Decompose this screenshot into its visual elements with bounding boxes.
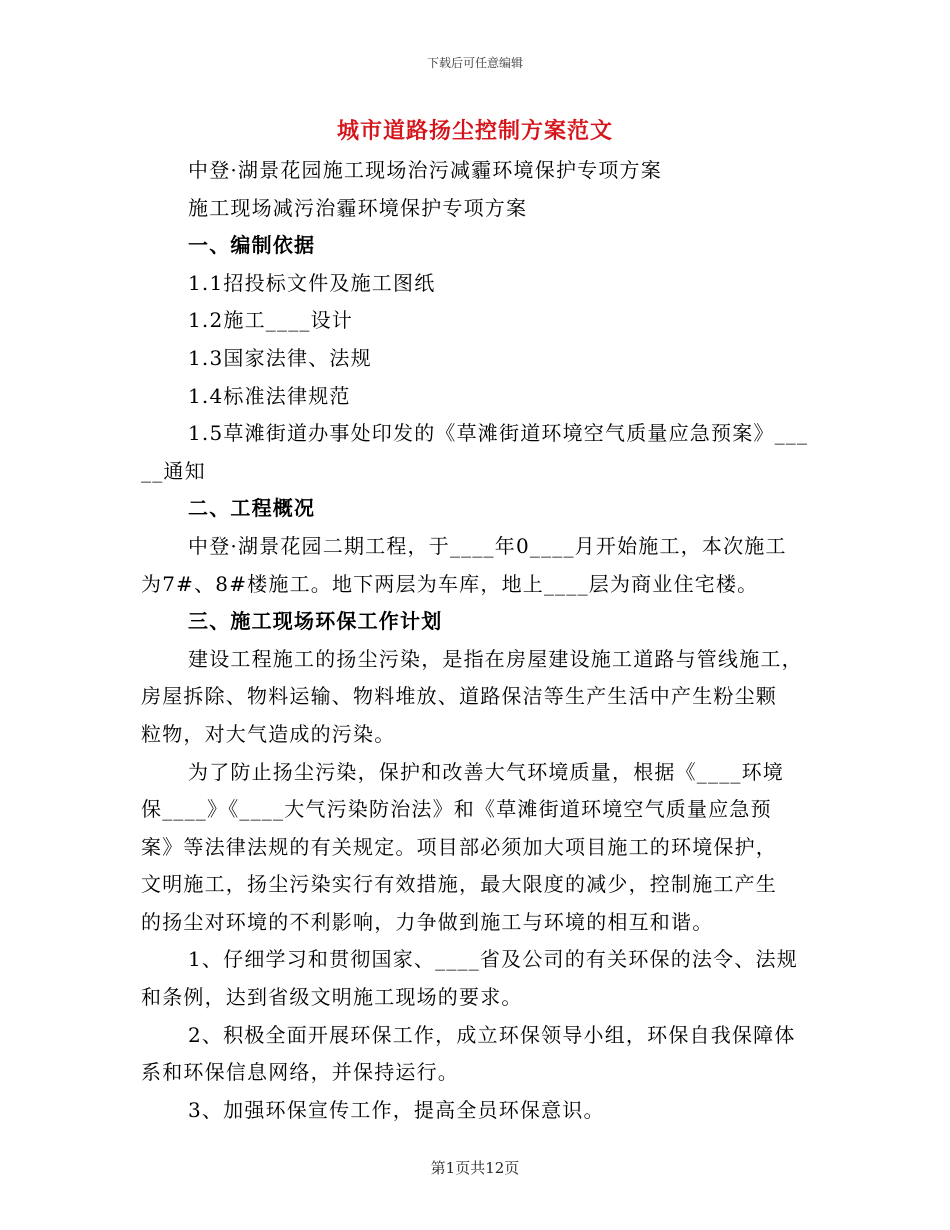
text-line: 中登·湖景花园施工现场治污减霾环境保护专项方案	[188, 158, 662, 182]
text-line: 1.1招投标文件及施工图纸	[188, 270, 436, 295]
text-line: 和条例，达到省级文明施工现场的要求。	[141, 985, 523, 1010]
text-line: 中登·湖景花园二期工程，于____年0____月开始施工，本次施工	[188, 533, 787, 558]
text-line: 系和环保信息网络，并保持运行。	[141, 1060, 459, 1085]
text-line: 施工现场减污治霾环境保护专项方案	[188, 195, 528, 220]
text-line: 为7#、8#楼施工。地下两层为车库，地上____层为商业住宅楼。	[141, 571, 759, 596]
text-line: 1.3国家法律、法规	[188, 345, 372, 370]
section-heading: 三、施工现场环保工作计划	[188, 609, 443, 634]
text-line: __通知	[141, 458, 206, 483]
text-line: 房屋拆除、物料运输、物料堆放、道路保洁等生产生活中产生粉尘颗	[141, 684, 777, 709]
page-footer: 第1页共12页	[430, 1159, 520, 1177]
text-line: 1.2施工____设计	[188, 308, 354, 333]
text-line: 案》等法律法规的有关规定。项目部必须加大项目施工的环境保护，	[141, 834, 777, 859]
text-line: 粒物，对大气造成的污染。	[141, 721, 396, 746]
text-line: 建设工程施工的扬尘污染，是指在房屋建设施工道路与管线施工，	[188, 646, 803, 671]
header-note: 下载后可任意编辑	[426, 56, 523, 70]
text-line: 1、仔细学习和贯彻国家、____省及公司的有关环保的法令、法规	[188, 947, 798, 972]
text-line: 保____》《____大气污染防治法》和《草滩街道环境空气质量应急预	[141, 797, 772, 822]
document-body	[141, 152, 821, 1129]
text-line: 文明施工，扬尘污染实行有效措施，最大限度的减少，控制施工产生	[141, 872, 777, 897]
text-line: 3、加强环保宣传工作，提高全员环保意识。	[188, 1097, 605, 1122]
text-line: 为了防止扬尘污染，保护和改善大气环境质量，根据《____环境	[188, 759, 784, 784]
text-line: 的扬尘对环境的不利影响，力争做到施工与环境的相互和谐。	[141, 909, 714, 934]
section-heading: 一、编制依据	[188, 233, 316, 258]
document-title: 城市道路扬尘控制方案范文	[336, 118, 613, 144]
text-line: 1.5草滩街道办事处印发的《草滩街道环境空气质量应急预案》___	[188, 421, 809, 446]
section-heading: 二、工程概况	[188, 496, 316, 521]
text-line: 1.4标准法律规范	[188, 383, 351, 408]
text-line: 2、积极全面开展环保工作，成立环保领导小组，环保自我保障体	[188, 1022, 796, 1047]
